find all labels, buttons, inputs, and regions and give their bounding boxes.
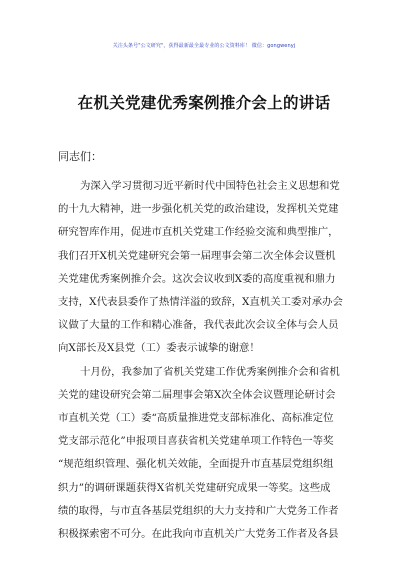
paragraph-line: 织力”的调研课题获得X省机关党建研究成果一等奖。这些成: [58, 481, 331, 494]
salutation: 同志们：: [58, 150, 102, 163]
paragraph-line: 议做了大量的工作和精心准备，我代表此次会议全体与会人员: [58, 319, 339, 332]
paragraph-line: 绩的取得，与市直各基层党组织的大力支持和广大党务工作者: [58, 504, 339, 517]
paragraph-line: “规范组织管理、强化机关效能，全面提升市直基层党组织组: [58, 458, 334, 471]
paragraph-line: 市直机关党（工）委“高质量推进党支部标准化、高标准定位: [58, 412, 334, 424]
paragraph-line: 支持，X代表县委作了热情洋溢的致辞，X直机关工委对承办会: [58, 296, 343, 308]
paragraph-line: 党支部示范化”申报项目喜获省机关党建单项工作特色一等奖: [58, 435, 334, 448]
paragraph-line: 的十九大精神，进一步强化机关党的政治建设，发挥机关党建: [58, 203, 339, 216]
paragraph-line: 研究智库作用，促进市直机关党建工作经验交流和典型推广，: [58, 226, 339, 239]
paragraph-line: 我们召开X机关党建研究会第一届理事会第二次全体会议暨机: [58, 249, 336, 262]
paragraph-line: 为深入学习贯彻习近平新时代中国特色社会主义思想和党: [80, 180, 340, 192]
paragraph-line: 积极探索密不可分。在此我向市直机关广大党务工作者及各县: [58, 528, 339, 540]
paragraph-line: 向X部长及X县党（工）委表示诚挚的谢意！: [58, 342, 260, 355]
paragraph-line: 关党建优秀案例推介会。这次会议收到X委的高度重视和鼎力: [58, 272, 336, 285]
page-title: 在机关党建优秀案例推介会上的讲话: [77, 94, 331, 112]
paragraph-line: 关党的建设研究会第二届理事会第X次全体会议暨理论研讨会: [58, 388, 336, 401]
paragraph-line: 十月份，我参加了省机关党建工作优秀案例推介会和省机: [80, 365, 340, 378]
header-note: 关注头条号"公文研究"，获得最新最全最专业的公文资料库！ 微信：gongwenyj: [112, 43, 296, 49]
